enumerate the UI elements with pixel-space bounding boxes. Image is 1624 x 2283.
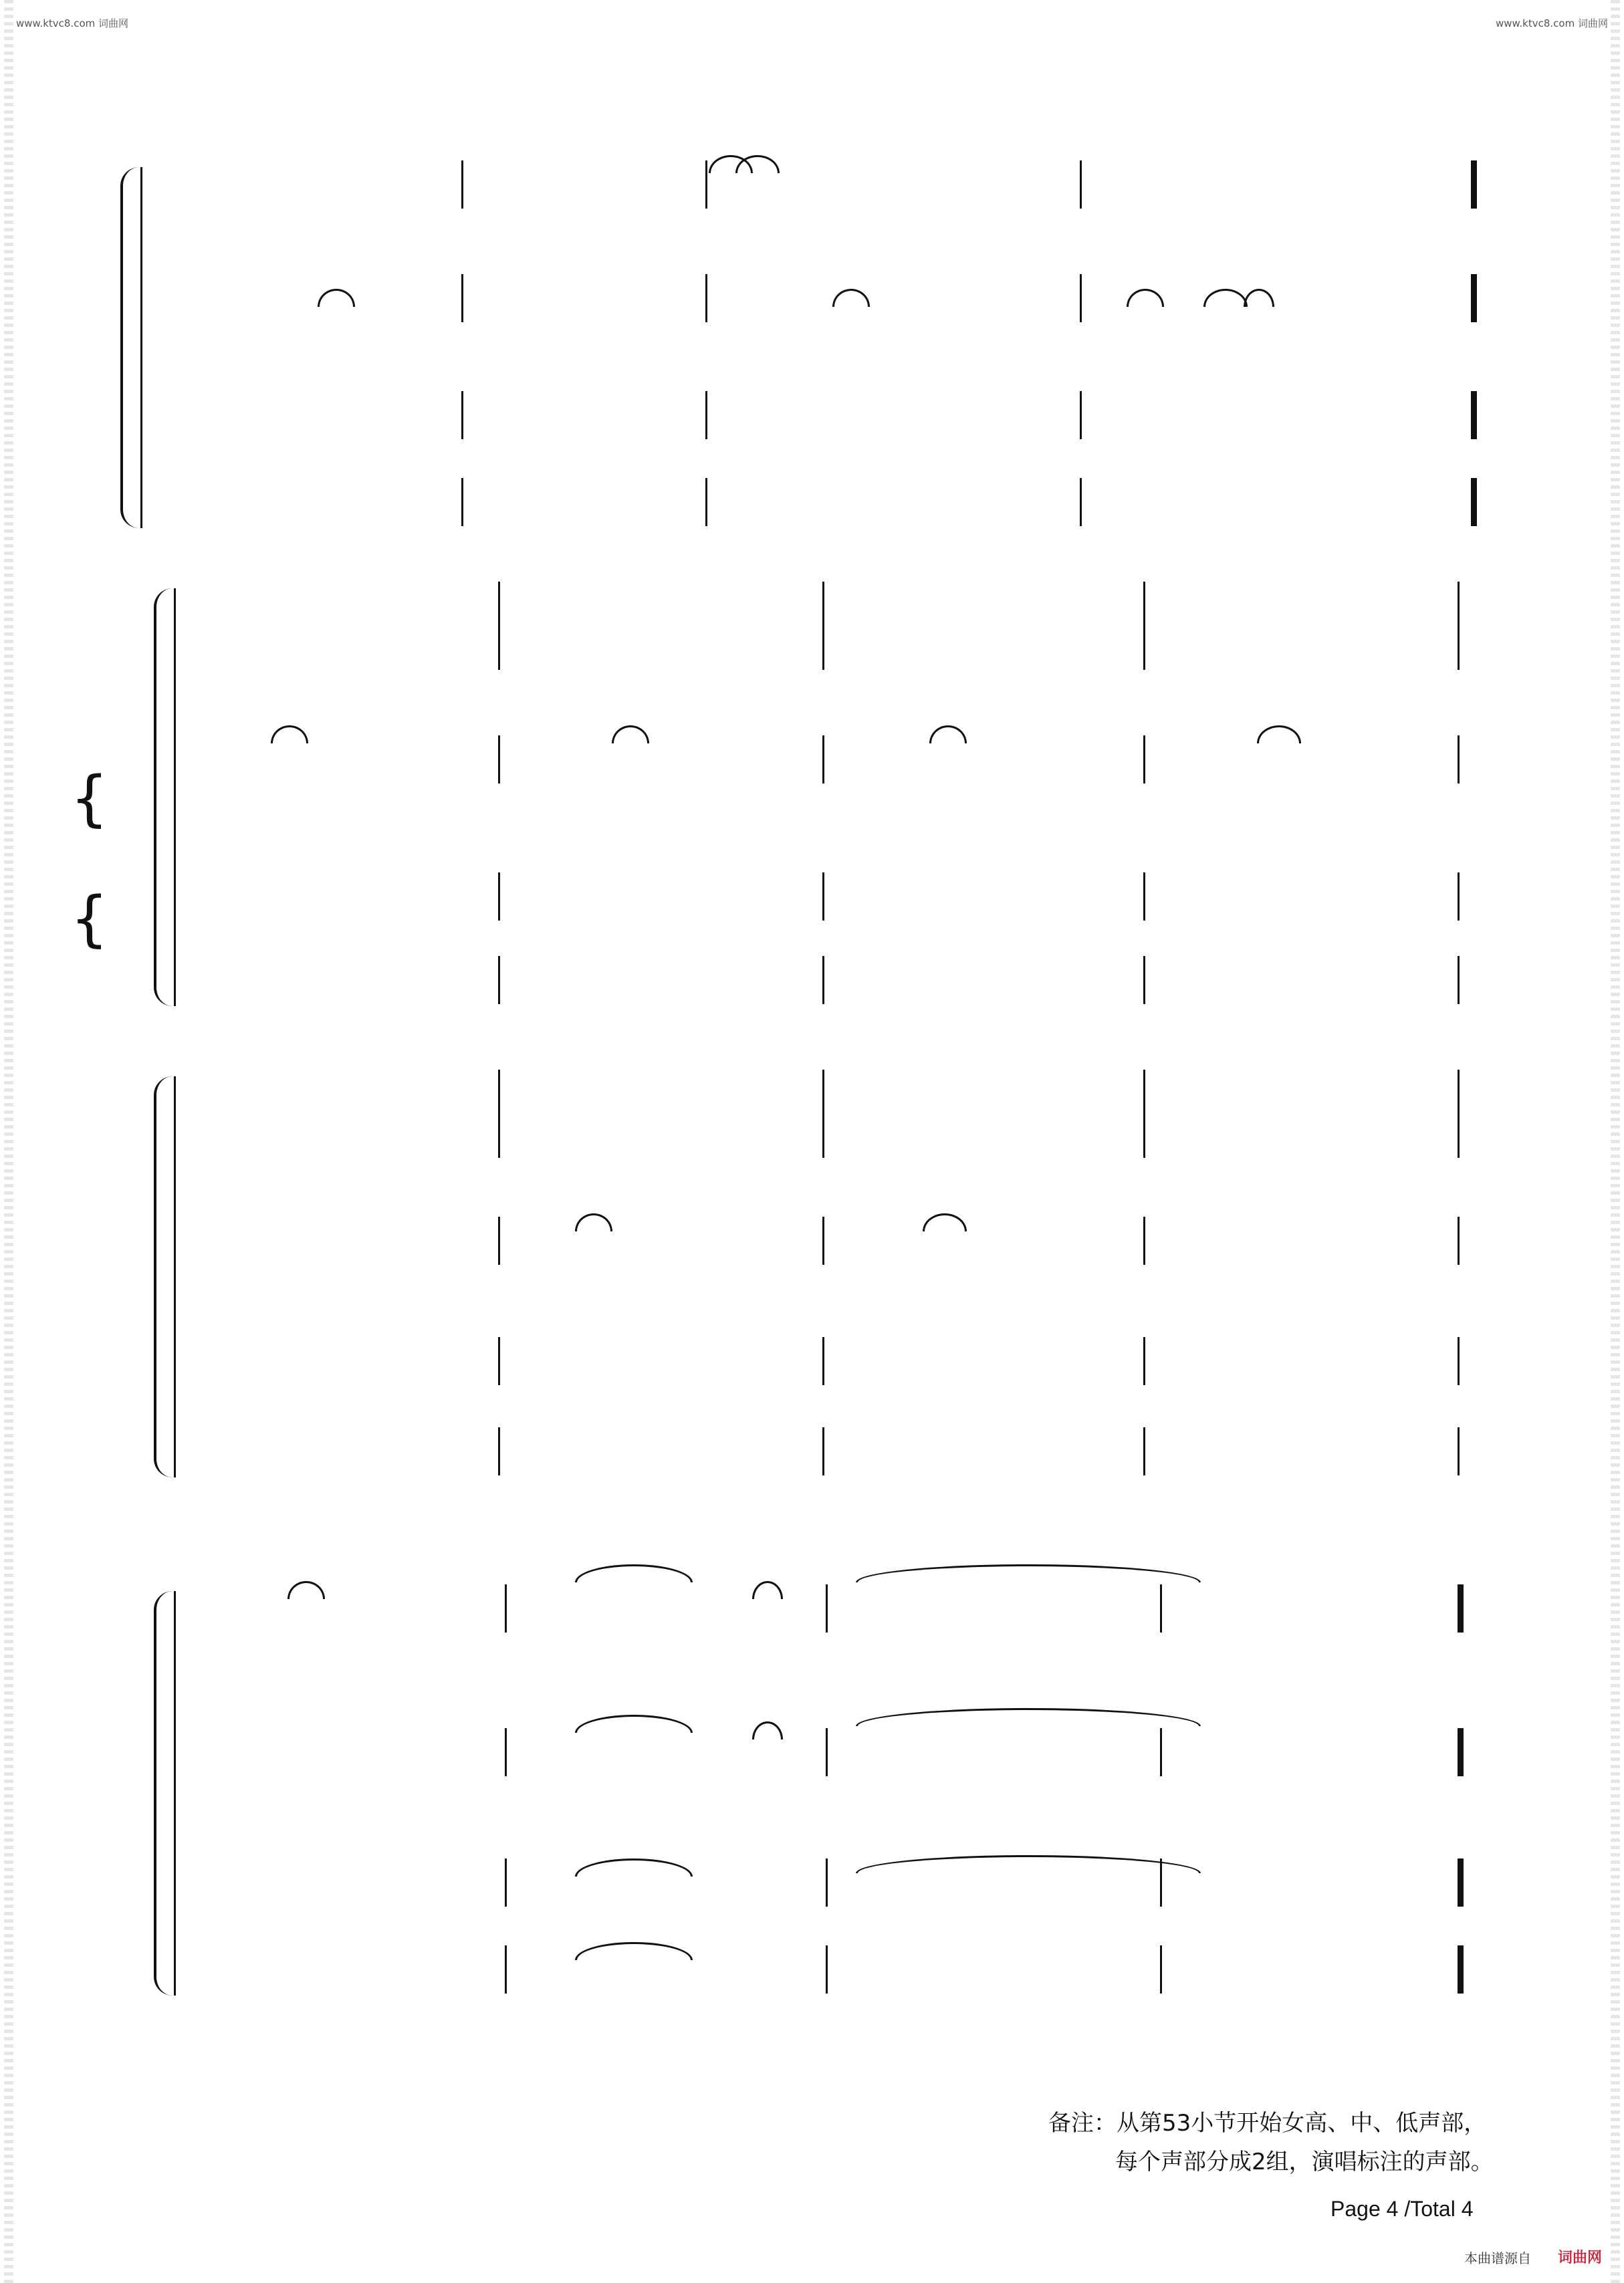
barline (1080, 274, 1082, 322)
barline (1143, 872, 1145, 921)
barline (1143, 1427, 1145, 1475)
barline (1160, 1584, 1162, 1633)
part-brace: { (70, 763, 109, 834)
barline (826, 1945, 828, 1994)
barline (1160, 1945, 1162, 1994)
system-start-line (174, 1076, 176, 1477)
source-brand: 词曲网 (1558, 2250, 1603, 2266)
slur-arc (575, 1942, 693, 1960)
end-barline (1458, 1427, 1460, 1475)
slur-arc (575, 1213, 612, 1231)
part-brace: { (70, 884, 109, 954)
barline (1143, 1217, 1145, 1265)
system-start-line (174, 1591, 176, 1996)
barline (822, 622, 824, 670)
barline (1160, 1728, 1162, 1776)
slur-arc (856, 1564, 1201, 1582)
barline (826, 1858, 828, 1907)
barline (1143, 1337, 1145, 1385)
barline (822, 1110, 824, 1158)
end-barline (1458, 1110, 1460, 1158)
system-start-line (174, 588, 176, 1006)
barline (505, 1945, 507, 1994)
barline (498, 956, 500, 1004)
slur-arc (856, 1855, 1201, 1873)
barline (1143, 1110, 1145, 1158)
barline (498, 1110, 500, 1158)
system-start-line (140, 167, 142, 528)
barline (822, 1427, 824, 1475)
barline (822, 956, 824, 1004)
barline (705, 391, 707, 439)
final-barline (1471, 274, 1477, 322)
barline (461, 478, 463, 526)
barline (505, 1584, 507, 1633)
barline (705, 478, 707, 526)
barline (461, 160, 463, 209)
end-barline (1458, 872, 1460, 921)
slur-arc (612, 725, 649, 743)
final-barline (1458, 1945, 1464, 1994)
slur-arc (575, 1715, 693, 1733)
barline (822, 1337, 824, 1385)
slur-arc (923, 1213, 967, 1231)
barline (826, 1584, 828, 1633)
final-barline (1471, 160, 1477, 209)
end-barline (1458, 956, 1460, 1004)
remark-line-2: 每个声部分成2组，演唱标注的声部。 (1115, 2149, 1494, 2175)
barline (498, 1427, 500, 1475)
system-brace (120, 167, 140, 528)
barline (461, 274, 463, 322)
slur-arc (929, 725, 967, 743)
slur-arc (271, 725, 308, 743)
slur-arc (318, 289, 355, 307)
barline (1143, 735, 1145, 784)
barline (498, 735, 500, 784)
final-barline (1458, 1728, 1464, 1776)
source-label: 本曲谱源自 (1464, 2250, 1531, 2266)
remark-line-1: 备注：从第53小节开始女高、中、低声部， (1048, 2110, 1487, 2137)
barline (826, 1728, 828, 1776)
barline (705, 160, 707, 209)
barline (822, 872, 824, 921)
page-indicator: Page 4 /Total 4 (1330, 2197, 1474, 2221)
barline (505, 1858, 507, 1907)
slur-arc (1127, 289, 1164, 307)
barline (1143, 622, 1145, 670)
barline (1143, 956, 1145, 1004)
end-barline (1458, 1337, 1460, 1385)
slur-arc (287, 1581, 325, 1599)
slur-arc (832, 289, 870, 307)
barline (1080, 478, 1082, 526)
barline (461, 391, 463, 439)
end-barline (1458, 735, 1460, 784)
barline (498, 872, 500, 921)
header-site-left: www.ktvc8.com 词曲网 (16, 17, 129, 29)
barline (1080, 160, 1082, 209)
final-barline (1471, 391, 1477, 439)
slur-arc (1203, 289, 1248, 307)
barline (498, 622, 500, 670)
final-barline (1471, 478, 1477, 526)
slur-arc (575, 1564, 693, 1582)
slur-arc (752, 1721, 783, 1739)
system-brace (154, 588, 174, 1006)
barline (505, 1728, 507, 1776)
left-margin-strip (4, 0, 13, 2283)
slur-arc (1257, 725, 1301, 743)
slur-arc (856, 1708, 1201, 1726)
final-barline (1458, 1858, 1464, 1907)
barline (822, 735, 824, 784)
end-barline (1458, 622, 1460, 670)
barline (498, 1337, 500, 1385)
barline (705, 274, 707, 322)
slur-arc (1244, 289, 1274, 307)
final-barline (1458, 1584, 1464, 1633)
system-brace (154, 1076, 174, 1477)
system-brace (154, 1591, 174, 1996)
header-site-right: www.ktvc8.com 词曲网 (1495, 17, 1608, 29)
barline (498, 1217, 500, 1265)
end-barline (1458, 1217, 1460, 1265)
slur-arc (575, 1858, 693, 1877)
barline (1080, 391, 1082, 439)
barline (822, 1217, 824, 1265)
slur-arc (752, 1581, 783, 1599)
right-margin-strip (1611, 0, 1620, 2283)
